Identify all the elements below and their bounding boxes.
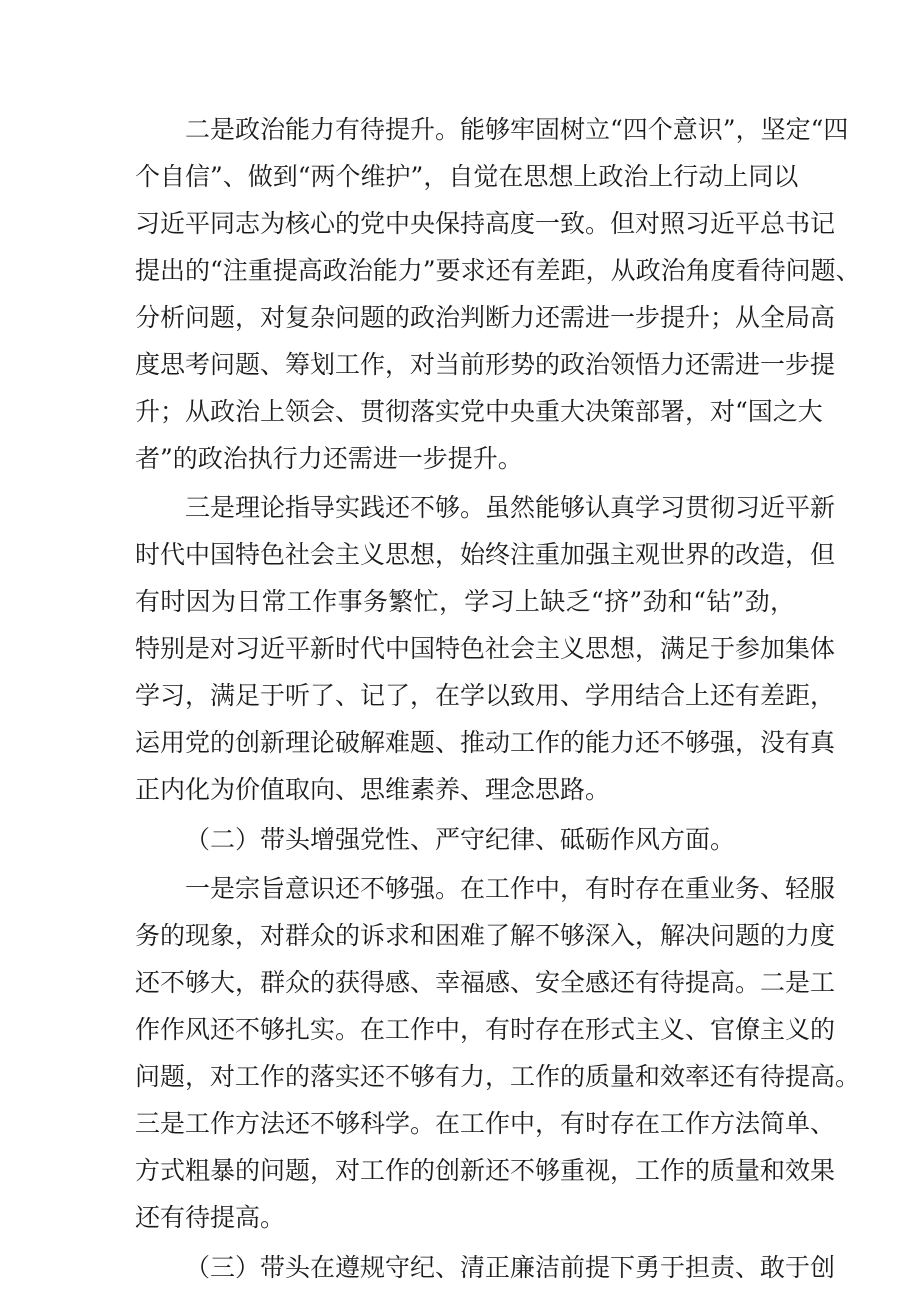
- paragraph-2-line-2: 时代中国特色社会主义思想，始终注重加强主观世界的改造，但: [135, 540, 836, 569]
- paragraph-2-line-4: 特别是对习近平新时代中国特色社会主义思想，满足于参加集体: [135, 634, 836, 663]
- paragraph-2-line-1: 三是理论指导实践还不够。虽然能够认真学习贯彻习近平新: [185, 493, 836, 522]
- paragraph-1-line-8: 者”的政治执行力还需进一步提升。: [135, 444, 523, 473]
- paragraph-3-line-4: 作作风还不够扎实。在工作中，有时存在形式主义、官僚主义的: [135, 1015, 836, 1044]
- paragraph-3-line-7: 方式粗暴的问题，对工作的创新还不够重视，工作的质量和效果: [135, 1156, 836, 1185]
- paragraph-2-line-6: 运用党的创新理论破解难题、推动工作的能力还不够强，没有真: [135, 728, 836, 757]
- section-heading-2: （二）带头增强党性、严守纪律、砥砺作风方面。: [185, 825, 736, 854]
- section-heading-3: （三）带头在遵规守纪、清正廉洁前提下勇于担责、敢于创: [185, 1253, 836, 1282]
- paragraph-3-line-8: 还有待提高。: [135, 1203, 286, 1232]
- paragraph-1-line-3: 习近平同志为核心的党中央保持高度一致。但对照习近平总书记: [135, 209, 836, 238]
- paragraph-3-line-5: 问题，对工作的落实还不够有力，工作的质量和效率还有待提高。: [135, 1062, 861, 1091]
- paragraph-1-line-6: 度思考问题、筹划工作，对当前形势的政治领悟力还需进一步提: [135, 350, 836, 379]
- paragraph-3-line-1: 一是宗旨意识还不够强。在工作中，有时存在重业务、轻服: [185, 874, 836, 903]
- paragraph-1-line-2: 个自信”、做到“两个维护”，自觉在思想上政治上行动上同以: [135, 162, 799, 191]
- paragraph-2-line-3: 有时因为日常工作事务繁忙，学习上缺乏“挤”劲和“钻”劲，: [135, 587, 795, 616]
- paragraph-1-line-1: 二是政治能力有待提升。能够牢固树立“四个意识”，坚定“四: [185, 115, 849, 144]
- paragraph-2-line-7: 正内化为价值取向、思维素养、理念思路。: [135, 775, 611, 804]
- paragraph-1-line-5: 分析问题，对复杂问题的政治判断力还需进一步提升；从全局高: [135, 303, 836, 332]
- paragraph-2-line-5: 学习，满足于听了、记了，在学以致用、学用结合上还有差距，: [135, 681, 836, 710]
- paragraph-3-line-2: 务的现象，对群众的诉求和困难了解不够深入，解决问题的力度: [135, 921, 836, 950]
- paragraph-1-line-7: 升；从政治上领会、贯彻落实党中央重大决策部署，对“国之大: [135, 397, 823, 426]
- paragraph-1-line-4: 提出的“注重提高政治能力”要求还有差距，从政治角度看待问题、: [135, 256, 861, 285]
- paragraph-3-line-6: 三是工作方法还不够科学。在工作中，有时存在工作方法简单、: [135, 1109, 836, 1138]
- paragraph-3-line-3: 还不够大，群众的获得感、幸福感、安全感还有待提高。二是工: [135, 968, 836, 997]
